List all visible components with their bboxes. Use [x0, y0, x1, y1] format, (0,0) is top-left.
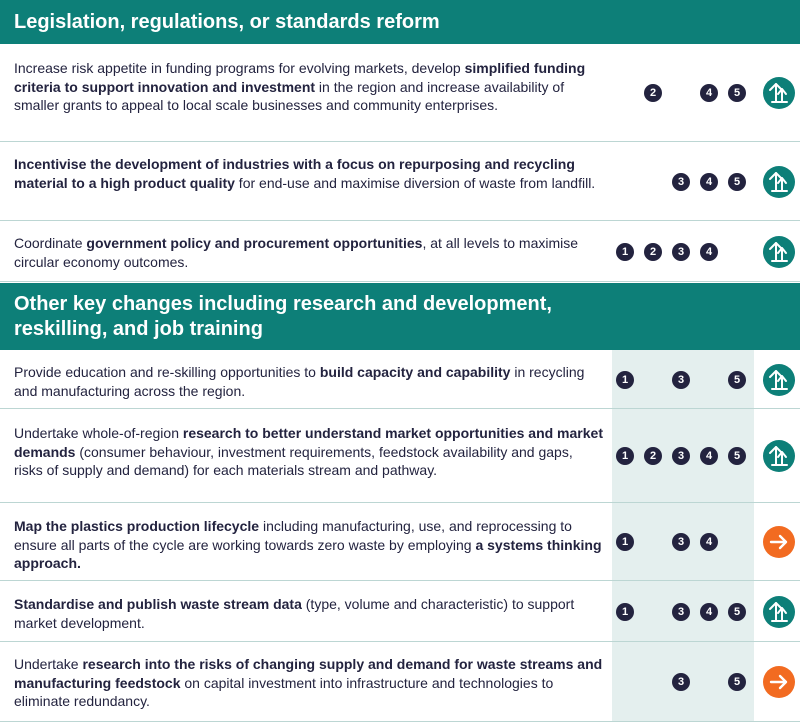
- action-row: [0, 409, 800, 503]
- section-header: [0, 0, 800, 44]
- action-row: [0, 221, 800, 282]
- body-text: , at all levels to maximise circular economy outcomes.: [14, 235, 579, 270]
- number-badge-4: 4: [700, 173, 718, 191]
- section-title-line: Legislation, regulations, or standards reform: [14, 11, 440, 33]
- action-description: [14, 424, 604, 480]
- number-badge-3: 3: [672, 603, 690, 621]
- action-row: [0, 142, 800, 221]
- number-badge-3: 3: [672, 173, 690, 191]
- action-description: [14, 517, 604, 573]
- action-row: [0, 44, 800, 142]
- action-description: [14, 363, 604, 400]
- body-text: Undertake whole-of-region: [14, 425, 183, 441]
- arrow-right-icon: [763, 666, 795, 698]
- number-badge-1: 1: [616, 603, 634, 621]
- number-badge-5: 5: [728, 84, 746, 102]
- leaf-arrow-icon: [763, 596, 795, 628]
- emphasis-text: simplified funding criteria to support innovation and investment: [14, 60, 586, 95]
- number-badge-5: 5: [728, 447, 746, 465]
- leaf-arrow-icon: [763, 77, 795, 109]
- action-row: [0, 350, 800, 409]
- number-badge-1: 1: [616, 533, 634, 551]
- action-row: [0, 581, 800, 642]
- number-badge-4: 4: [700, 84, 718, 102]
- number-badge-4: 4: [700, 603, 718, 621]
- number-badge-1: 1: [616, 243, 634, 261]
- number-badge-1: 1: [616, 447, 634, 465]
- body-text: including manufacturing, use, and reprocessing to ensure all parts of the cycle are working towards zero waste by employing: [14, 518, 572, 553]
- section-header: [0, 283, 800, 350]
- emphasis-text: research into the risks of changing supply and demand for waste streams and manufacturing feedstock: [14, 656, 603, 691]
- emphasis-text: research to better understand market opportunities and market demands: [14, 425, 603, 460]
- number-badge-3: 3: [672, 447, 690, 465]
- number-badge-4: 4: [700, 243, 718, 261]
- number-badge-4: 4: [700, 533, 718, 551]
- body-text: Increase risk appetite in funding programs for evolving markets, develop: [14, 60, 465, 76]
- section-title-line: Other key changes including research and development,: [14, 293, 552, 315]
- number-badge-1: 1: [616, 371, 634, 389]
- emphasis-text: Standardise and publish waste stream data: [14, 596, 302, 612]
- leaf-arrow-icon: [763, 166, 795, 198]
- number-badge-3: 3: [672, 533, 690, 551]
- action-description: [14, 155, 604, 192]
- body-text: in recycling and manufacturing across the region.: [14, 364, 585, 399]
- action-description: [14, 234, 604, 271]
- emphasis-text: Incentivise the development of industries with a focus on repurposing and recycling material to a high product quality: [14, 156, 575, 191]
- number-badge-5: 5: [728, 173, 746, 191]
- body-text: in the region and increase availability of smaller grants to appeal to local scale businesses and community enterprises.: [14, 78, 565, 113]
- number-badge-3: 3: [672, 371, 690, 389]
- number-badge-2: 2: [644, 243, 662, 261]
- number-badge-3: 3: [672, 243, 690, 261]
- section-title-line: reskilling, and job training: [14, 318, 263, 340]
- number-badge-4: 4: [700, 447, 718, 465]
- action-description: [14, 655, 604, 711]
- arrow-right-icon: [763, 526, 795, 558]
- leaf-arrow-icon: [763, 236, 795, 268]
- leaf-arrow-icon: [763, 440, 795, 472]
- emphasis-text: a systems thinking approach.: [14, 536, 602, 571]
- body-text: Provide education and re-skilling opportunities to: [14, 364, 320, 380]
- number-badge-2: 2: [644, 84, 662, 102]
- body-text: on capital investment into infrastructure and technologies to eliminate redundancy.: [14, 674, 554, 709]
- number-badge-5: 5: [728, 603, 746, 621]
- emphasis-text: government policy and procurement opportunities: [86, 235, 423, 251]
- action-row: [0, 642, 800, 722]
- body-text: (type, volume and characteristic) to support market development.: [14, 596, 575, 631]
- number-badge-3: 3: [672, 673, 690, 691]
- action-description: [14, 595, 604, 632]
- number-badge-5: 5: [728, 673, 746, 691]
- emphasis-text: Map the plastics production lifecycle: [14, 518, 260, 534]
- body-text: Coordinate: [14, 235, 87, 251]
- body-text: (consumer behaviour, investment requirements, feedstock availability and gaps, risks of supply and demand) for each materials stream and pathway.: [14, 443, 573, 478]
- number-badge-5: 5: [728, 371, 746, 389]
- leaf-arrow-icon: [763, 364, 795, 396]
- number-badge-2: 2: [644, 447, 662, 465]
- body-text: for end-use and maximise diversion of waste from landfill.: [234, 174, 596, 191]
- action-description: [14, 59, 604, 115]
- body-text: Undertake: [14, 656, 83, 672]
- action-row: [0, 503, 800, 581]
- emphasis-text: build capacity and capability: [319, 364, 511, 380]
